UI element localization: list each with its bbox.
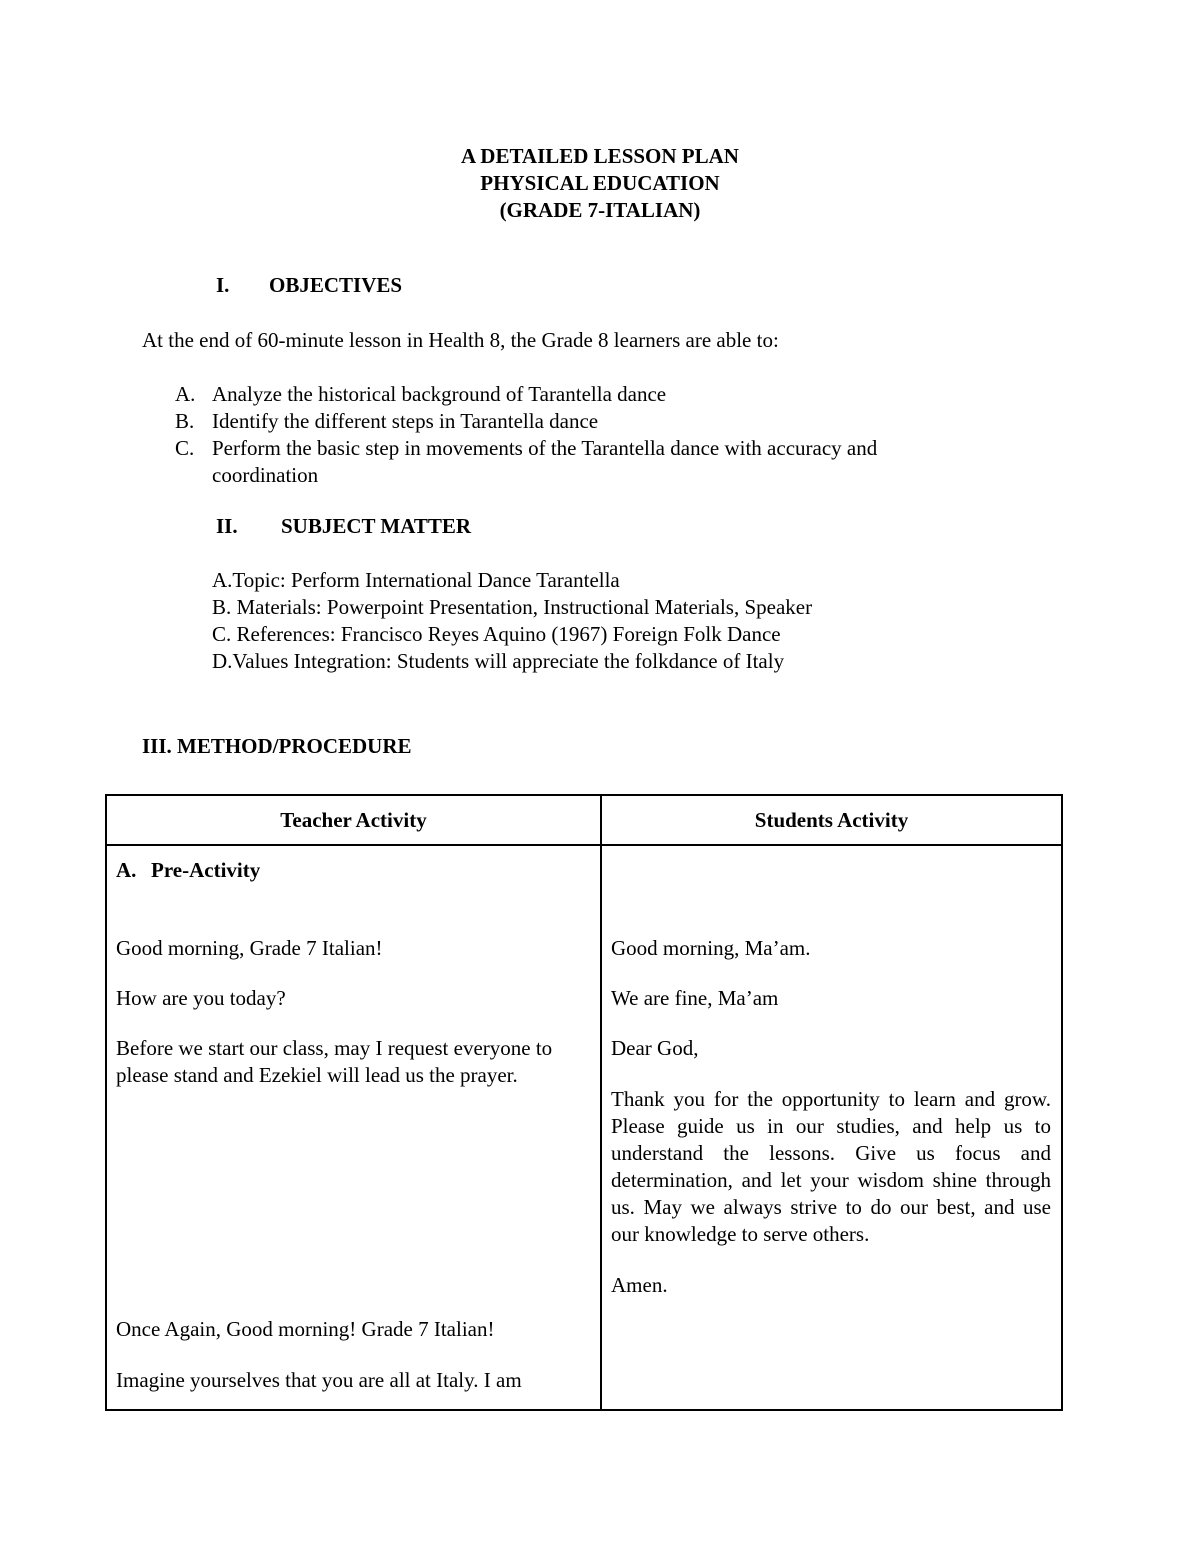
teacher-how-are-you: How are you today? xyxy=(116,986,286,1010)
students-prayer-open: Dear God, xyxy=(611,1036,699,1060)
list-item-text: Perform the basic step in movements of the Tarantella dance with accuracy and coordination xyxy=(212,436,878,487)
list-item-text: Analyze the historical background of Tarantella dance xyxy=(212,382,667,406)
list-item-letter: C. xyxy=(175,436,195,460)
objectives-title: OBJECTIVES xyxy=(269,273,403,297)
teacher-greeting: Good morning, Grade 7 Italian! xyxy=(116,936,383,960)
table-header-row xyxy=(106,795,1062,845)
teacher-once-again: Once Again, Good morning! Grade 7 Italian! xyxy=(116,1317,495,1341)
list-item xyxy=(175,408,975,435)
subject-matter-heading xyxy=(216,513,471,540)
students-fine-reply: We are fine, Ma’am xyxy=(611,986,779,1010)
subject-matter-number: II. xyxy=(216,514,238,538)
subject-matter-title: SUBJECT MATTER xyxy=(281,514,472,538)
pre-activity-title: Pre-Activity xyxy=(151,858,261,882)
procedure-table xyxy=(105,794,1063,1411)
method-heading: III. METHOD/PROCEDURE xyxy=(142,734,412,758)
students-greeting-reply: Good morning, Ma’am. xyxy=(611,936,811,960)
teacher-activity-cell xyxy=(106,845,601,1410)
list-item-letter: A. xyxy=(175,382,196,406)
students-activity-cell xyxy=(601,845,1062,1410)
list-item xyxy=(175,435,975,489)
list-item-letter: B. xyxy=(175,409,195,433)
document-header xyxy=(0,143,1200,224)
table-row xyxy=(106,845,1062,1410)
header-grade: (GRADE 7-ITALIAN) xyxy=(499,198,701,222)
students-activity-header: Students Activity xyxy=(601,795,1062,845)
header-subject: PHYSICAL EDUCATION xyxy=(480,171,720,195)
subject-matter-list xyxy=(212,567,812,675)
objectives-list xyxy=(175,381,975,489)
list-item xyxy=(175,381,975,408)
list-item-text: Identify the different steps in Tarantella dance xyxy=(212,409,599,433)
subject-matter-materials: B. Materials: Powerpoint Presentation, Instructional Materials, Speaker xyxy=(212,595,813,619)
objectives-number: I. xyxy=(216,273,230,297)
subject-matter-references: C. References: Francisco Reyes Aquino (1967) Foreign Folk Dance xyxy=(212,622,781,646)
objectives-heading xyxy=(216,272,402,299)
subject-matter-topic: A.Topic: Perform International Dance Tarantella xyxy=(212,568,620,592)
teacher-activity-header: Teacher Activity xyxy=(106,795,601,845)
students-amen: Amen. xyxy=(611,1273,668,1297)
teacher-imagine: Imagine yourselves that you are all at Italy. I am xyxy=(116,1368,522,1392)
header-title: A DETAILED LESSON PLAN xyxy=(461,144,739,168)
students-prayer-body: Thank you for the opportunity to learn and grow. Please guide us in our studies, and help us to understand the lessons. Give us focus and determination, and let your wisdom shine through us. May we always strive to do our best, and use our knowledge to serve others. xyxy=(611,1087,1051,1246)
subject-matter-values: D.Values Integration: Students will appreciate the folkdance of Italy xyxy=(212,649,785,673)
objectives-intro: At the end of 60-minute lesson in Health 8, the Grade 8 learners are able to: xyxy=(142,328,779,352)
teacher-prayer-request: Before we start our class, may I request everyone to please stand and Ezekiel will lead us the prayer. xyxy=(116,1036,553,1087)
pre-activity-number: A. xyxy=(116,858,137,882)
pre-activity-label xyxy=(116,857,596,884)
